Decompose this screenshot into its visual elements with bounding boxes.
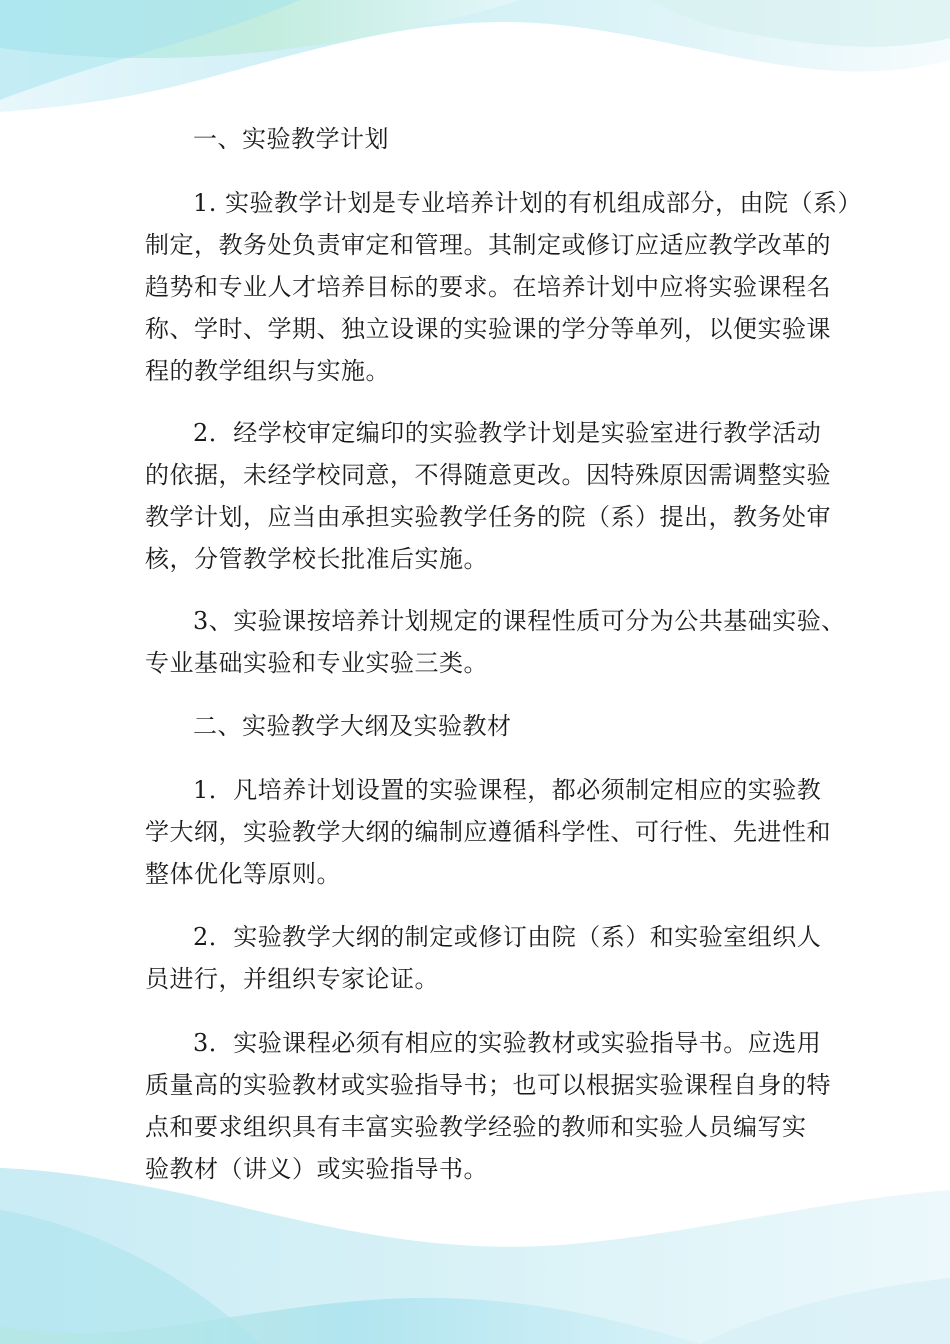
paragraph-line: 核，分管教学校长批准后实施。 bbox=[145, 545, 488, 573]
paragraph-line: 制定，教务处负责审定和管理。其制定或修订应适应教学改革的 bbox=[145, 231, 831, 259]
paragraph-line: 整体优化等原则。 bbox=[145, 860, 341, 888]
paragraph-line: 专业基础实验和专业实验三类。 bbox=[145, 649, 488, 677]
paragraph-line: 3．实验课程必须有相应的实验教材或实验指导书。应选用 bbox=[193, 1029, 822, 1057]
paragraph-line: 1．凡培养计划设置的实验课程，都必须制定相应的实验教 bbox=[193, 776, 822, 804]
section-heading-2: 二、实验教学大纲及实验教材 bbox=[193, 712, 512, 740]
paragraph-line: 教学计划，应当由承担实验教学任务的院（系）提出，教务处审 bbox=[145, 503, 831, 531]
paragraph-line: 质量高的实验教材或实验指导书；也可以根据实验课程自身的特 bbox=[145, 1071, 831, 1099]
paragraph-line: 3、实验课按培养计划规定的课程性质可分为公共基础实验、 bbox=[193, 607, 846, 635]
paragraph-line: 验教材（讲义）或实验指导书。 bbox=[145, 1155, 488, 1183]
section-heading-1: 一、实验教学计划 bbox=[193, 125, 389, 153]
paragraph-line: 程的教学组织与实施。 bbox=[145, 357, 390, 385]
paragraph-line: 1. 实验教学计划是专业培养计划的有机组成部分，由院（系） bbox=[193, 189, 863, 217]
paragraph-line: 称、学时、学期、独立设课的实验课的学分等单列，以便实验课 bbox=[145, 315, 831, 343]
paragraph-line: 2．实验教学大纲的制定或修订由院（系）和实验室组织人 bbox=[193, 923, 822, 951]
paragraph-line: 的依据，未经学校同意，不得随意更改。因特殊原因需调整实验 bbox=[145, 461, 831, 489]
paragraph-line: 2．经学校审定编印的实验教学计划是实验室进行教学活动 bbox=[193, 419, 822, 447]
paragraph-line: 点和要求组织具有丰富实验教学经验的教师和实验人员编写实 bbox=[145, 1113, 807, 1141]
paragraph-line: 员进行，并组织专家论证。 bbox=[145, 965, 439, 993]
paragraph-line: 趋势和专业人才培养目标的要求。在培养计划中应将实验课程名 bbox=[145, 273, 831, 301]
paragraph-line: 学大纲，实验教学大纲的编制应遵循科学性、可行性、先进性和 bbox=[145, 818, 831, 846]
